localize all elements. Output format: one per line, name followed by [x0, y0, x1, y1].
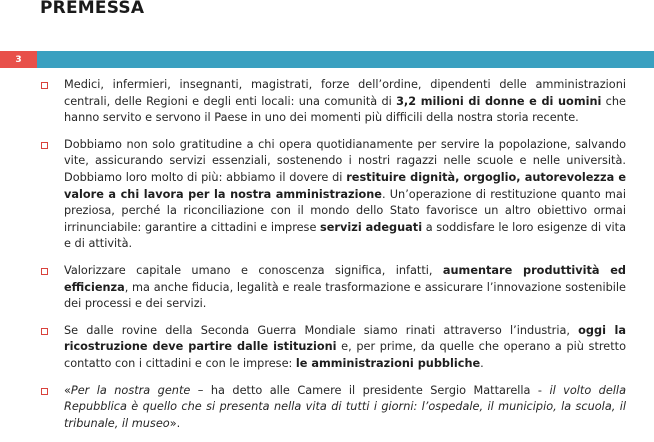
slide-title: PREMESSA: [40, 0, 145, 18]
bullet-text: Medici, infermieri, insegnanti, magistrati, forze dell’ordine, dipendenti delle amministrazioni centrali, delle Regioni e degli enti locali: una comunità di: [64, 78, 626, 108]
bullet-item: [40, 263, 626, 313]
bullet-text: Valorizzare capitale umano e conoscenza significa, infatti,: [64, 263, 443, 277]
bullet-text: a soddisfare le loro esigenze di vita e di attività.: [64, 220, 626, 251]
square-bullet-icon: [41, 142, 48, 149]
bullet-item: [40, 383, 626, 433]
bullet-text: Se dalle rovine della Seconda Guerra Mondiale siamo rinati attraverso l’industria,: [64, 323, 579, 337]
bullet-text: che hanno servito e servono il Paese in uno dei momenti più difficili della nostra storia recente.: [64, 94, 626, 125]
bullet-list: [40, 77, 626, 442]
bullet-text: Dobbiamo non solo gratitudine a chi opera quotidianamente per servire la popolazione, salvando vite, assicurando servizi essenziali, sostenendo i nostri ragazzi nelle scuole e nelle università. Dobbiamo loro molto di più: abbiamo il dovere di: [64, 137, 626, 184]
bullet-item: [40, 137, 626, 253]
slide-number-badge: [0, 51, 37, 68]
bullet-bold-text: restituire dignità, orgoglio, autorevolezza e valore a chi lavora per la nostra amministrazione: [64, 170, 626, 201]
bullet-text: , ma anche fiducia, legalità e reale trasformazione e assicurare l’innovazione sostenibile dei processi e dei servizi.: [64, 280, 626, 311]
bullet-text: . Un’operazione di restituzione quanto mai preziosa, perché la riconciliazione con il mondo dello Stato favorisce un altro obiettivo ormai irrinunciabile: garantire a cittadini e imprese: [64, 187, 626, 234]
bullet-bold-text: 3,2 milioni di donne e di uomini: [396, 94, 602, 108]
square-bullet-icon: [41, 328, 48, 335]
bullet-bold-text: aumentare produttività ed efficienza: [64, 263, 626, 294]
bullet-text: e, per prime, da quelle che operano a più stretto contatto con i cittadini e con le imprese:: [64, 340, 626, 370]
bullet-bold-text: servizi adeguati: [320, 220, 423, 234]
bullet-bold-text: le amministrazioni pubbliche: [295, 356, 481, 370]
bullet-item: [40, 323, 626, 373]
bullet-item: [40, 77, 626, 127]
square-bullet-icon: [41, 268, 48, 275]
header-band: [0, 51, 654, 68]
square-bullet-icon: [41, 388, 48, 395]
bullet-bold-text: oggi la ricostruzione deve partire dalle istituzioni: [64, 323, 626, 354]
bullet-text: – ha detto alle Camere il presidente Sergio Mattarella -: [190, 383, 550, 397]
bullet-text: .: [480, 356, 484, 370]
bullet-italic-text: il volto della Repubblica è quello che si presenta nella vita di tutti i giorni: l’ospedale, il municipio, la scuola, il tribunale, il museo: [64, 383, 626, 430]
header-bar: [37, 51, 654, 68]
bullet-text: ».: [169, 416, 181, 430]
bullet-text: «: [64, 383, 71, 397]
bullet-italic-text: Per la nostra gente: [70, 383, 191, 397]
slide-number: 3: [15, 54, 22, 65]
square-bullet-icon: [41, 82, 48, 89]
